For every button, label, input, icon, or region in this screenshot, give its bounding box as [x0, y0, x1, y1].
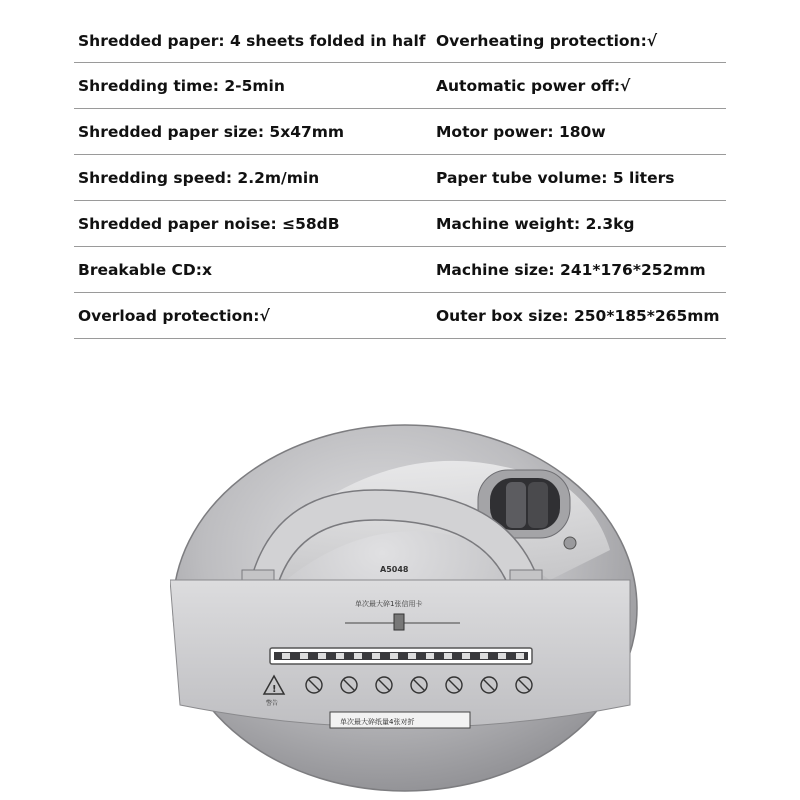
spec-row — [74, 109, 726, 155]
spec-table — [74, 20, 726, 339]
spec-shredding-time: Shredding time: 2-5min — [78, 76, 285, 95]
spec-shredded-paper: Shredded paper: 4 sheets folded in half — [78, 32, 426, 50]
spec-paper-tube-volume: Paper tube volume: 5 liters — [436, 168, 675, 187]
spec-motor-power: Motor power: 180w — [436, 122, 606, 141]
spec-row — [74, 155, 726, 201]
spec-shredded-paper-size: Shredded paper size: 5x47mm — [78, 122, 345, 141]
spec-overheating-protection: Overheating protection:√ — [436, 32, 658, 50]
warning-label: 警告 — [266, 700, 279, 707]
shredder-illustration — [170, 420, 640, 795]
spec-row — [74, 63, 726, 109]
spec-row — [74, 293, 726, 339]
spec-overload-protection: Overload protection:√ — [78, 306, 270, 325]
spec-row — [74, 20, 726, 63]
svg-text:!: ! — [272, 684, 277, 695]
capacity-label: 单次最大碎纸量4张对折 — [340, 718, 415, 726]
card-slot-label: 单次最大碎1张信用卡 — [355, 600, 423, 608]
spec-noise: Shredded paper noise: ≤58dB — [78, 214, 340, 233]
card-slot[interactable] — [394, 614, 404, 630]
spec-row — [74, 201, 726, 247]
spec-automatic-power-off: Automatic power off:√ — [436, 76, 631, 95]
spec-breakable-cd: Breakable CD:x — [78, 260, 212, 279]
indicator-light — [564, 537, 576, 549]
spec-machine-weight: Machine weight: 2.3kg — [436, 214, 635, 233]
spec-machine-size: Machine size: 241*176*252mm — [436, 260, 706, 279]
spec-outer-box-size: Outer box size: 250*185*265mm — [436, 306, 720, 325]
spec-shredding-speed: Shredding speed: 2.2m/min — [78, 168, 320, 187]
model-label: A5048 — [380, 565, 409, 574]
spec-row — [74, 247, 726, 293]
paper-slot[interactable] — [270, 648, 532, 664]
